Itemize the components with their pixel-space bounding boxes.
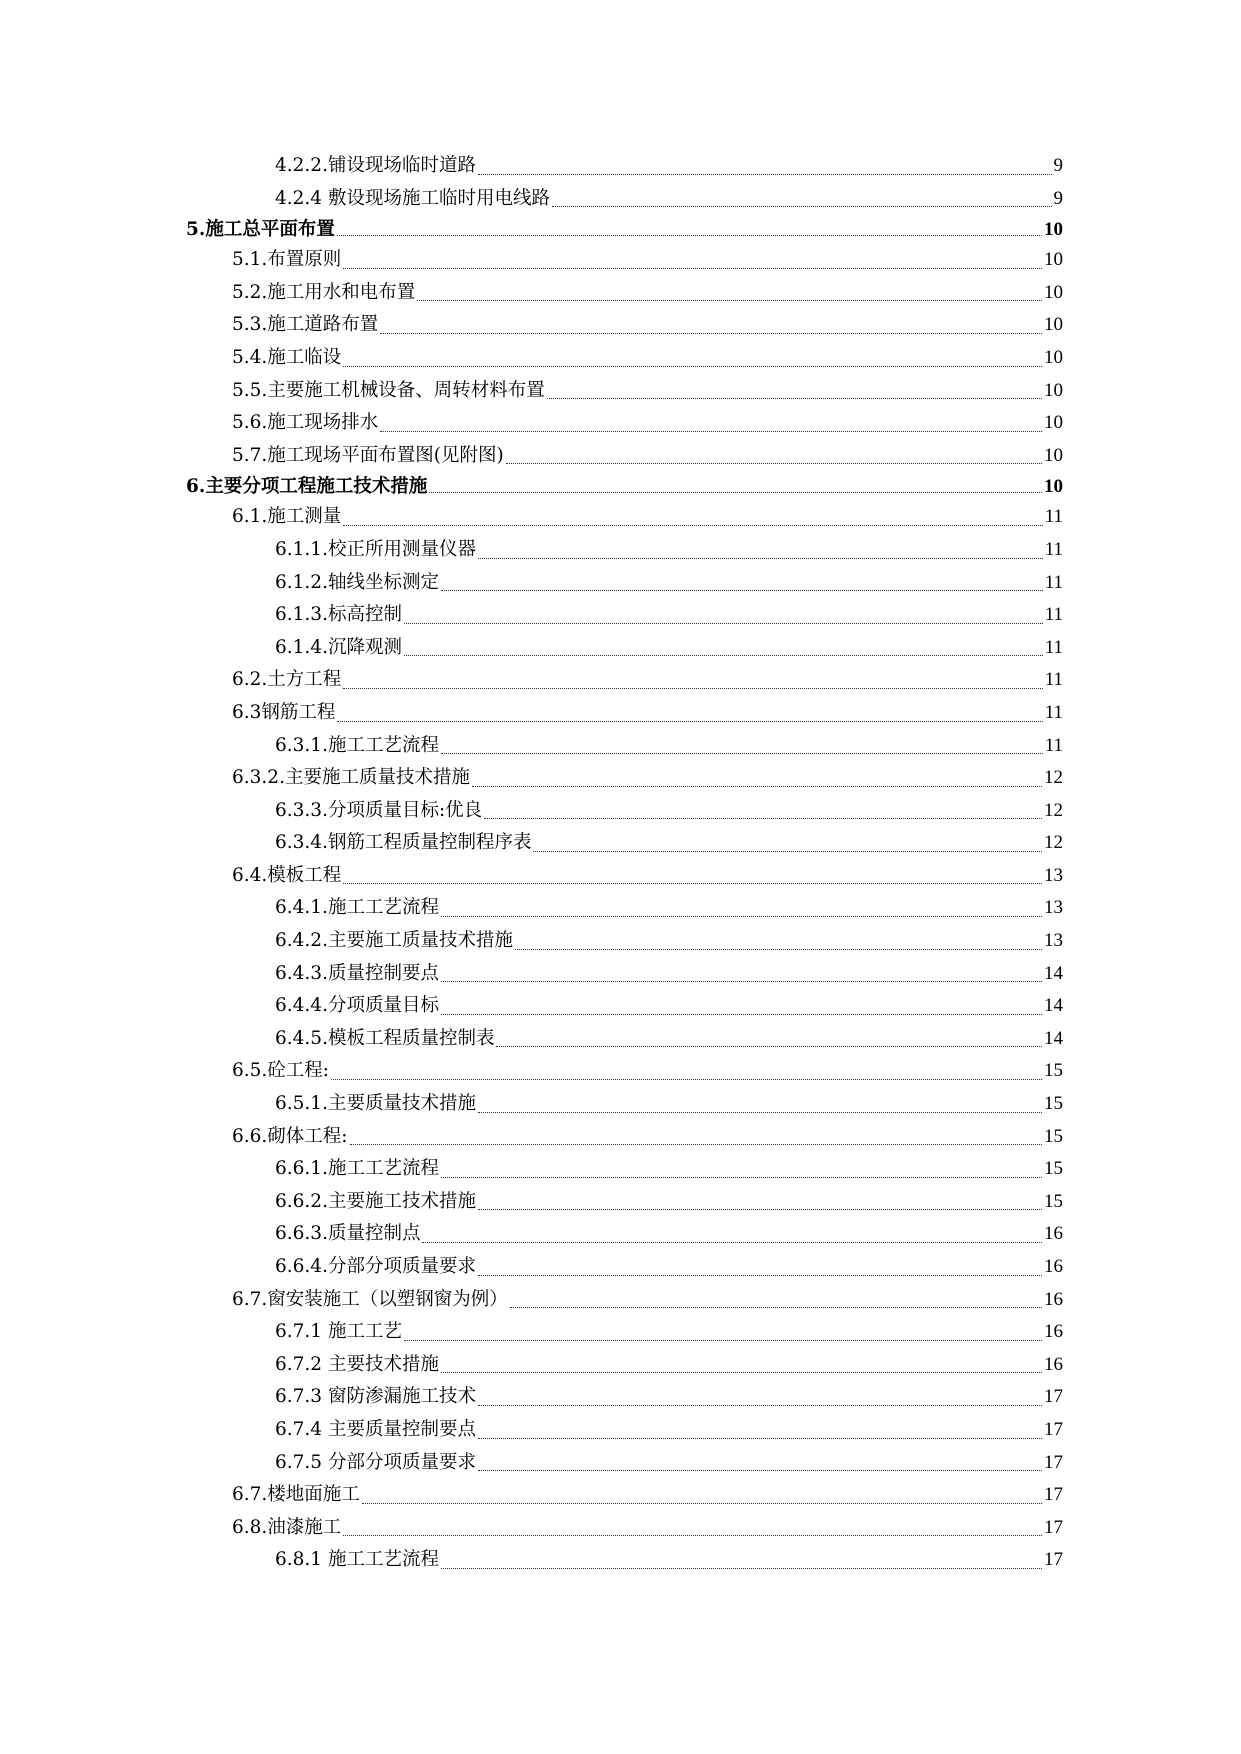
toc-entry-page-number: 17 [1044, 1418, 1063, 1440]
toc-entry-page-number: 10 [1044, 314, 1063, 336]
toc-entry-page-number: 14 [1044, 962, 1063, 984]
dot-leader [478, 1275, 1042, 1276]
toc-entry[interactable] [0, 1186, 1241, 1219]
toc-entry-page-number: 10 [1044, 379, 1063, 401]
toc-entry[interactable] [0, 440, 1241, 473]
toc-entry-page-number: 11 [1044, 701, 1063, 723]
dot-leader [362, 1503, 1042, 1504]
toc-entry-page-number: 10 [1044, 412, 1063, 434]
toc-entry[interactable] [0, 183, 1241, 216]
dot-leader [484, 818, 1042, 819]
dot-leader [331, 1079, 1042, 1080]
toc-entry-page-number: 11 [1044, 669, 1063, 691]
toc-entry-title: 6.4.5.模板工程质量控制表 [275, 1027, 495, 1049]
toc-entry[interactable] [0, 215, 1241, 244]
toc-entry[interactable] [0, 501, 1241, 534]
dot-leader [496, 1046, 1042, 1047]
toc-entry[interactable] [0, 150, 1241, 183]
dot-leader [422, 1242, 1042, 1243]
dot-leader [417, 300, 1042, 301]
dot-leader [429, 492, 1042, 493]
toc-entry-title: 6.7.楼地面施工 [232, 1484, 360, 1506]
toc-entry-page-number: 17 [1044, 1484, 1063, 1506]
toc-entry-title: 6.6.3.质量控制点 [275, 1223, 421, 1245]
toc-entry[interactable] [0, 472, 1241, 501]
toc-entry-title: 6.7.3 窗防渗漏施工技术 [275, 1386, 476, 1408]
dot-leader [547, 398, 1042, 399]
toc-entry-title: 6.6.1.施工工艺流程 [275, 1158, 439, 1180]
toc-entry-page-number: 14 [1044, 995, 1063, 1017]
toc-entry-title: 6.7.4 主要质量控制要点 [275, 1418, 476, 1440]
toc-entry[interactable] [0, 567, 1241, 600]
toc-entry[interactable] [0, 1349, 1241, 1382]
toc-entry-title: 5.5.主要施工机械设备、周转材料布置 [232, 379, 545, 401]
toc-entry-page-number: 13 [1044, 897, 1063, 919]
dot-leader [404, 623, 1043, 624]
toc-entry[interactable] [0, 1479, 1241, 1512]
dot-leader [343, 268, 1042, 269]
toc-entry[interactable] [0, 762, 1241, 795]
dot-leader [441, 1014, 1042, 1015]
toc-entry-title: 4.2.2.铺设现场临时道路 [275, 155, 476, 176]
toc-entry-title: 6.6.砌体工程: [232, 1125, 348, 1147]
dot-leader [343, 1535, 1042, 1536]
dot-leader [404, 1340, 1042, 1341]
toc-entry-title: 6.8.1 施工工艺流程 [275, 1549, 439, 1571]
toc-entry[interactable] [0, 827, 1241, 860]
toc-entry-title: 6.4.4.分项质量目标 [275, 995, 439, 1017]
toc-entry-title: 6.7.2 主要技术措施 [275, 1353, 439, 1375]
toc-entry-title: 6.3钢筋工程 [232, 701, 336, 723]
dot-leader [478, 1405, 1042, 1406]
toc-entry[interactable] [0, 1088, 1241, 1121]
toc-entry[interactable] [0, 925, 1241, 958]
toc-entry-page-number: 16 [1044, 1353, 1063, 1375]
toc-entry-title: 6.7.5 分部分项质量要求 [275, 1451, 476, 1473]
toc-entry-title: 6.1.2.轴线坐标测定 [275, 571, 439, 593]
dot-leader [478, 1112, 1042, 1113]
toc-entry[interactable] [0, 1251, 1241, 1284]
dot-leader [380, 333, 1042, 334]
dot-leader [478, 174, 1052, 175]
toc-entry-page-number: 11 [1044, 571, 1063, 593]
toc-entry[interactable] [0, 1316, 1241, 1349]
toc-entry-title: 6.6.2.主要施工技术措施 [275, 1190, 476, 1212]
toc-entry-page-number: 11 [1044, 506, 1063, 528]
toc-entry-page-number: 15 [1044, 1060, 1063, 1082]
toc-entry-title: 6.8.油漆施工 [232, 1516, 342, 1538]
toc-entry-page-number: 15 [1044, 1125, 1063, 1147]
toc-entry-title: 4.2.4 敷设现场施工临时用电线路 [275, 187, 550, 209]
toc-entry-title: 5.4.施工临设 [232, 346, 342, 368]
dot-leader [380, 431, 1042, 432]
toc-entry-page-number: 13 [1044, 864, 1063, 886]
toc-entry[interactable] [0, 958, 1241, 991]
toc-entry-page-number: 13 [1044, 930, 1063, 952]
toc-entry-title: 5.2.施工用水和电布置 [232, 281, 416, 303]
toc-entry[interactable] [0, 697, 1241, 730]
toc-entry-page-number: 12 [1044, 799, 1063, 821]
toc-entry-title: 6.1.4.沉降观测 [275, 636, 402, 658]
toc-entry[interactable] [0, 990, 1241, 1023]
toc-entry[interactable] [0, 407, 1241, 440]
toc-entry-page-number: 16 [1044, 1321, 1063, 1343]
toc-entry-page-number: 17 [1044, 1516, 1063, 1538]
toc-entry[interactable] [0, 244, 1241, 277]
toc-entry-page-number: 17 [1044, 1451, 1063, 1473]
toc-entry[interactable] [0, 664, 1241, 697]
toc-entry[interactable] [0, 1512, 1241, 1545]
dot-leader [343, 883, 1042, 884]
toc-entry[interactable] [0, 309, 1241, 342]
toc-entry-page-number: 12 [1044, 767, 1063, 789]
toc-entry-title: 5.7.施工现场平面布置图(见附图) [232, 444, 504, 466]
toc-entry-page-number: 10 [1044, 219, 1063, 241]
dot-leader [343, 525, 1042, 526]
dot-leader [404, 655, 1043, 656]
toc-entry-page-number: 10 [1044, 346, 1063, 368]
toc-entry-title: 6.4.1.施工工艺流程 [275, 897, 439, 919]
toc-entry-title: 6.2.土方工程 [232, 669, 342, 691]
toc-entry[interactable] [0, 892, 1241, 925]
toc-entry-title: 6.3.3.分项质量目标:优良 [275, 799, 483, 821]
toc-entry-page-number: 15 [1044, 1093, 1063, 1115]
toc-entry[interactable] [0, 1218, 1241, 1251]
toc-entry-title: 6.7.1 施工工艺 [275, 1321, 402, 1343]
toc-entry[interactable] [0, 342, 1241, 375]
toc-entry-page-number: 10 [1044, 281, 1063, 303]
toc-entry[interactable] [0, 1284, 1241, 1317]
toc-entry[interactable] [0, 1447, 1241, 1480]
toc-entry[interactable] [0, 534, 1241, 567]
toc-entry-page-number: 11 [1044, 734, 1063, 756]
toc-entry[interactable] [0, 632, 1241, 665]
toc-entry-title: 6.3.1.施工工艺流程 [275, 734, 439, 756]
toc-entry-title: 6.5.砼工程: [232, 1060, 330, 1082]
dot-leader [343, 688, 1042, 689]
toc-entry-page-number: 9 [1053, 155, 1063, 176]
toc-entry-title: 5.6.施工现场排水 [232, 412, 379, 434]
dot-leader [441, 1568, 1042, 1569]
dot-leader [478, 558, 1043, 559]
dot-leader [478, 1470, 1042, 1471]
toc-entry-page-number: 16 [1044, 1256, 1063, 1277]
toc-entry-title: 6.1.施工测量 [232, 506, 342, 528]
toc-entry-page-number: 16 [1044, 1223, 1063, 1245]
toc-entry-page-number: 16 [1044, 1288, 1063, 1310]
dot-leader [441, 590, 1043, 591]
dot-leader [515, 949, 1042, 950]
dot-leader [343, 366, 1042, 367]
toc-entry[interactable] [0, 599, 1241, 632]
toc-entry-title: 6.7.窗安装施工（以塑钢窗为例） [232, 1288, 508, 1310]
toc-entry-title: 6.3.2.主要施工质量技术措施 [232, 767, 470, 789]
toc-entry[interactable] [0, 1381, 1241, 1414]
toc-entry-page-number: 10 [1044, 444, 1063, 466]
toc-entry-title: 6.3.4.钢筋工程质量控制程序表 [275, 832, 532, 854]
dot-leader [510, 1307, 1042, 1308]
toc-entry-page-number: 11 [1044, 604, 1063, 626]
toc-entry[interactable] [0, 1153, 1241, 1186]
toc-entry-page-number: 17 [1044, 1549, 1063, 1571]
dot-leader [552, 206, 1052, 207]
toc-entry-page-number: 9 [1053, 187, 1063, 209]
toc-entry-title: 6.6.4.分部分项质量要求 [275, 1256, 476, 1277]
dot-leader [337, 235, 1042, 236]
toc-entry-page-number: 14 [1044, 1027, 1063, 1049]
toc-entry[interactable] [0, 795, 1241, 828]
toc-entry-title: 6.1.1.校正所用测量仪器 [275, 538, 476, 560]
toc-entry[interactable] [0, 860, 1241, 893]
toc-entry-title: 6.5.1.主要质量技术措施 [275, 1093, 476, 1115]
toc-entry-page-number: 17 [1044, 1386, 1063, 1408]
dot-leader [441, 916, 1042, 917]
toc-entry-title: 6.4.2.主要施工质量技术措施 [275, 930, 513, 952]
dot-leader [441, 1372, 1042, 1373]
dot-leader [533, 851, 1042, 852]
toc-entry-title: 6.4.模板工程 [232, 864, 342, 886]
dot-leader [478, 1438, 1042, 1439]
toc-entry-title: 6.主要分项工程施工技术措施 [186, 476, 428, 498]
toc-entry[interactable] [0, 1023, 1241, 1056]
toc-entry-page-number: 10 [1044, 476, 1063, 498]
toc-entry-title: 6.1.3.标高控制 [275, 604, 402, 626]
toc-entry[interactable] [0, 375, 1241, 408]
dot-leader [441, 1177, 1042, 1178]
dot-leader [441, 753, 1043, 754]
toc-entry[interactable] [0, 1414, 1241, 1447]
toc-entry-page-number: 11 [1044, 538, 1063, 560]
table-of-contents [0, 150, 1241, 1577]
toc-entry-title: 5.3.施工道路布置 [232, 314, 379, 336]
dot-leader [478, 1209, 1042, 1210]
dot-leader [441, 981, 1042, 982]
dot-leader [350, 1144, 1042, 1145]
toc-entry-title: 5.施工总平面布置 [186, 219, 335, 241]
toc-entry-title: 5.1.布置原则 [232, 249, 342, 271]
toc-entry-page-number: 15 [1044, 1158, 1063, 1180]
toc-entry[interactable] [0, 1121, 1241, 1154]
dot-leader [337, 721, 1042, 722]
toc-entry-page-number: 10 [1044, 249, 1063, 271]
toc-entry-title: 6.4.3.质量控制要点 [275, 962, 439, 984]
dot-leader [472, 786, 1042, 787]
toc-entry[interactable] [0, 1055, 1241, 1088]
toc-entry-page-number: 11 [1044, 636, 1063, 658]
toc-entry[interactable] [0, 730, 1241, 763]
dot-leader [506, 463, 1042, 464]
toc-entry[interactable] [0, 1544, 1241, 1577]
toc-entry-page-number: 15 [1044, 1190, 1063, 1212]
toc-entry-page-number: 12 [1044, 832, 1063, 854]
toc-entry[interactable] [0, 277, 1241, 310]
